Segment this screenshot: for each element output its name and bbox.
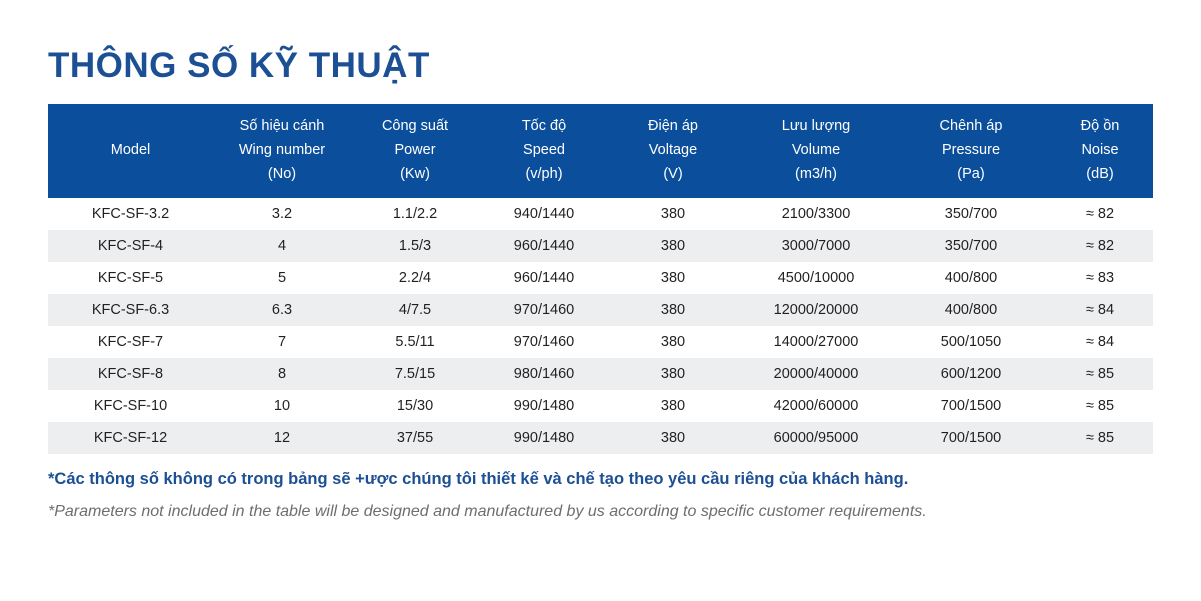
cell-voltage: 380 (609, 326, 737, 358)
cell-volume: 3000/7000 (737, 230, 895, 262)
column-header-voltage (609, 104, 737, 198)
cell-pressure: 400/800 (895, 262, 1047, 294)
cell-noise: ≈ 84 (1047, 326, 1153, 358)
cell-speed: 980/1460 (479, 358, 609, 390)
cell-power: 15/30 (351, 390, 479, 422)
header-line3: (V) (663, 165, 683, 182)
cell-pressure: 700/1500 (895, 422, 1047, 454)
cell-noise: ≈ 84 (1047, 294, 1153, 326)
column-header-volume (737, 104, 895, 198)
table-row (48, 358, 1153, 390)
cell-voltage: 380 (609, 230, 737, 262)
cell-wing-number: 5 (213, 262, 351, 294)
header-line1: Số hiệu cánh (239, 118, 325, 135)
header-line2: Volume (791, 142, 841, 159)
cell-voltage: 380 (609, 294, 737, 326)
column-header-pressure (895, 104, 1047, 198)
cell-volume: 42000/60000 (737, 390, 895, 422)
cell-model: KFC-SF-10 (48, 390, 213, 422)
table-row (48, 326, 1153, 358)
cell-noise: ≈ 85 (1047, 358, 1153, 390)
header-line2: Voltage (648, 142, 698, 159)
column-header-speed (479, 104, 609, 198)
column-header-wing-number (213, 104, 351, 198)
table-row (48, 198, 1153, 230)
cell-volume: 2100/3300 (737, 198, 895, 230)
table-header (48, 104, 1153, 198)
cell-speed: 940/1440 (479, 198, 609, 230)
header-line3: (m3/h) (795, 165, 837, 182)
cell-model: KFC-SF-7 (48, 326, 213, 358)
table-row (48, 422, 1153, 454)
cell-wing-number: 10 (213, 390, 351, 422)
cell-power: 7.5/15 (351, 358, 479, 390)
cell-volume: 20000/40000 (737, 358, 895, 390)
cell-wing-number: 7 (213, 326, 351, 358)
cell-wing-number: 8 (213, 358, 351, 390)
table-row (48, 230, 1153, 262)
header-line3: (Pa) (957, 165, 985, 182)
cell-pressure: 400/800 (895, 294, 1047, 326)
cell-volume: 60000/95000 (737, 422, 895, 454)
header-line1: Tốc độ (521, 118, 567, 135)
header-line1: Độ ồn (1080, 118, 1120, 135)
cell-noise: ≈ 85 (1047, 390, 1153, 422)
table-row (48, 390, 1153, 422)
cell-voltage: 380 (609, 358, 737, 390)
header-line2: Wing number (238, 142, 326, 159)
cell-speed: 970/1460 (479, 326, 609, 358)
cell-model: KFC-SF-4 (48, 230, 213, 262)
cell-volume: 14000/27000 (737, 326, 895, 358)
header-line2: Noise (1081, 142, 1119, 159)
table-body (48, 198, 1153, 454)
note-english: *Parameters not included in the table will be designed and manufactured by us according to specific customer requirements. (48, 503, 927, 520)
cell-pressure: 700/1500 (895, 390, 1047, 422)
cell-speed: 960/1440 (479, 230, 609, 262)
cell-noise: ≈ 83 (1047, 262, 1153, 294)
cell-power: 4/7.5 (351, 294, 479, 326)
cell-wing-number: 3.2 (213, 198, 351, 230)
cell-noise: ≈ 82 (1047, 230, 1153, 262)
header-line3: (No) (267, 165, 297, 182)
specifications-table (48, 104, 1153, 454)
cell-volume: 12000/20000 (737, 294, 895, 326)
cell-speed: 960/1440 (479, 262, 609, 294)
cell-speed: 990/1480 (479, 422, 609, 454)
cell-voltage: 380 (609, 198, 737, 230)
cell-power: 1.1/2.2 (351, 198, 479, 230)
cell-power: 2.2/4 (351, 262, 479, 294)
cell-model: KFC-SF-6.3 (48, 294, 213, 326)
header-line3: (Kw) (400, 165, 430, 182)
cell-wing-number: 12 (213, 422, 351, 454)
cell-power: 5.5/11 (351, 326, 479, 358)
header-line1: Chênh áp (939, 118, 1003, 135)
note-vietnamese: *Các thông số không có trong bảng sẽ +ược chúng tôi thiết kế và chế tạo theo yêu cầu riêng của khách hàng. (48, 470, 909, 488)
cell-pressure: 600/1200 (895, 358, 1047, 390)
cell-power: 1.5/3 (351, 230, 479, 262)
cell-noise: ≈ 82 (1047, 198, 1153, 230)
table-row (48, 294, 1153, 326)
cell-model: KFC-SF-12 (48, 422, 213, 454)
cell-speed: 970/1460 (479, 294, 609, 326)
cell-power: 37/55 (351, 422, 479, 454)
cell-pressure: 500/1050 (895, 326, 1047, 358)
page-title: THÔNG SỐ KỸ THUẬT (48, 46, 430, 85)
cell-pressure: 350/700 (895, 198, 1047, 230)
header-line2: Speed (523, 142, 565, 159)
header-line2: Pressure (941, 142, 1001, 159)
cell-wing-number: 4 (213, 230, 351, 262)
header-line3: (v/ph) (525, 165, 563, 182)
column-header-power (351, 104, 479, 198)
header-line1: Lưu lượng (781, 118, 851, 135)
header-line1: Công suất (381, 118, 449, 135)
cell-model: KFC-SF-8 (48, 358, 213, 390)
column-header-model (48, 104, 213, 198)
cell-voltage: 380 (609, 422, 737, 454)
cell-model: KFC-SF-5 (48, 262, 213, 294)
cell-voltage: 380 (609, 390, 737, 422)
cell-noise: ≈ 85 (1047, 422, 1153, 454)
cell-voltage: 380 (609, 262, 737, 294)
header-line2: Model (110, 142, 151, 159)
cell-volume: 4500/10000 (737, 262, 895, 294)
table-row (48, 262, 1153, 294)
header-line1: Điện áp (648, 118, 698, 135)
header-row (48, 104, 1153, 198)
cell-wing-number: 6.3 (213, 294, 351, 326)
header-line3: (dB) (1086, 165, 1114, 182)
cell-speed: 990/1480 (479, 390, 609, 422)
header-line2: Power (394, 142, 436, 159)
cell-pressure: 350/700 (895, 230, 1047, 262)
cell-model: KFC-SF-3.2 (48, 198, 213, 230)
column-header-noise (1047, 104, 1153, 198)
